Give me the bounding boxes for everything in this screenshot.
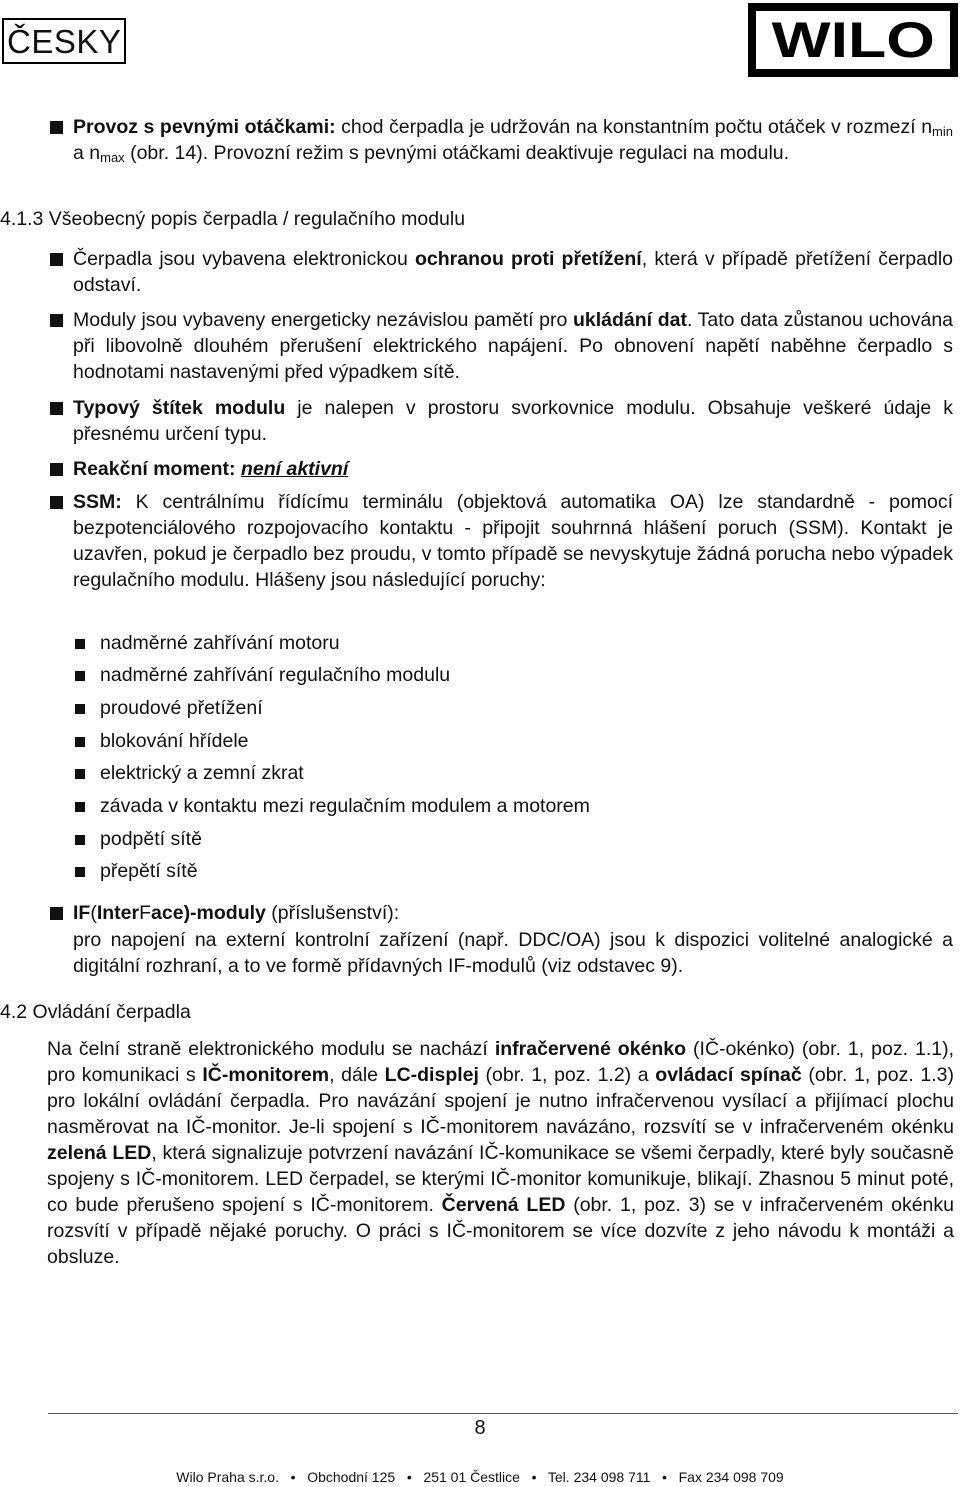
reaction-moment-line: Reakční moment: není aktivní [73,458,349,480]
section-4-2-heading: 4.2 Ovládání čerpadla [0,1001,191,1023]
fault-list-item: závada v kontaktu mezi regulačním modulem a motorem [100,795,590,817]
pump-control-paragraph: Na čelní straně elektronického modulu se nachází infračervené okénko (IČ-okénko) (obr. 1, poz. 1.1), pro komunikaci s IČ-monitorem, dále LC-displej (obr. 1, poz. 1.2) a ovládací spínač (obr. 1, poz. 1.3) pro lokální ovládání čerpadla. Pro navázání spojení je nutno infračervenou vysílací a přijímací plochu nasměrovat na IČ-monitor. Je-li spojení s IČ-monitorem navázáno, rozsvítí se v infračerveném okénku zelená LED, která signalizuje potvrzení navázání IČ-komunikace se všemi čerpadly, které byly současně spojeny s IČ-monitorem. LED čerpadel, se kterými IČ-monitor komunikuje, blikají. Zhasnou 5 minut poté, co bude přerušeno spojení s IČ-monitorem. Červená LED (obr. 1, poz. 3) se v infračerveném okénku rozsvítí v případě nějaké poruchy. O práci s IČ-monitorem se více dozvíte z jeho návodu k montáži a obsluze. [47,1038,955,1268]
section-4-1-3-heading: 4.1.3 Všeobecný popis čerpadla / regulačního modulu [0,208,466,230]
bullet-square-icon [50,314,63,327]
overload-protection-paragraph: Čerpadla jsou vybavena elektronickou ochranou proti přetížení, která v případě přetížení čerpadlo odstaví. [73,248,953,296]
bullet-square-icon [50,121,63,134]
bullet-square-icon [75,769,85,779]
fault-list-item: blokování hřídele [100,730,249,752]
language-label: ČESKY [2,18,126,64]
fixed-speed-paragraph: Provoz s pevnými otáčkami: chod čerpadla je udržován na konstantním počtu otáček v rozmezí $n_{min}$ a $n_{max}$ (obr. 14). Provozní režim s pevnými otáčkami deaktivuje regulaci na modulu. [73,116,953,165]
page-number: 8 [474,1417,486,1439]
bullet-square-icon [75,802,85,812]
bullet-square-icon [50,253,63,266]
wilo-logo-text: WILO [771,12,935,68]
bullet-square-icon [50,496,63,509]
bullet-square-icon [50,463,63,476]
ssm-paragraph: SSM: K centrálnímu řídícímu terminálu (objektová automatika OA) lze standardně - pomocí bezpotenciálového rozpojovacího kontaktu - připojit souhrnná hlášení poruch (SSM). Kontakt je uzavřen, pokud je čerpadlo bez proudu, v tomto případě se nevyskytuje žádná porucha nebo výpadek regulačního modulu. Hlášeny jsou následující poruchy: [73,491,953,591]
fault-list-item: přepětí sítě [100,860,198,882]
if-modules-title: IF(InterFace)-moduly (příslušenství): [73,902,400,924]
data-storage-paragraph: Moduly jsou vybaveny energeticky nezávislou pamětí pro ukládání dat. Tato data zůstanou uchována při libovolně dlouhém přerušení elektrického napájení. Po obnovení napětí naběhne čerpadlo s hodnotami nastavenými před výpadkem sítě. [73,309,954,383]
bullet-square-icon [50,907,63,920]
fault-list-item: proudové přetížení [100,697,263,719]
footer-address: Wilo Praha s.r.o. • Obchodní 125 • 251 01 Čestlice • Tel. 234 098 711 • Fax 234 098 709 [176,1469,784,1485]
bullet-square-icon [75,639,85,649]
fault-list-item: nadměrné zahřívání motoru [100,632,340,654]
bullet-square-icon [75,671,85,681]
if-modules-paragraph: pro napojení na externí kontrolní zařízení (např. DDC/OA) jsou k dispozici volitelné analogické a digitální rozhraní, a to ve formě přídavných IF-modulů (viz odstavec 9). [73,929,953,977]
fault-list-item: nadměrné zahřívání regulačního modulu [100,664,451,686]
bullet-square-icon [50,402,63,415]
bullet-square-icon [75,704,85,714]
fault-list-item: elektrický a zemní zkrat [100,762,304,784]
bullet-square-icon [75,737,85,747]
type-plate-paragraph: Typový štítek modulu je nalepen v prostoru svorkovnice modulu. Obsahuje veškeré údaje k přesnému určení typu. [73,397,953,445]
bullet-square-icon [75,835,85,845]
wilo-logo [748,3,958,77]
fault-list-item: podpětí sítě [100,828,202,850]
bullet-square-icon [75,867,85,877]
